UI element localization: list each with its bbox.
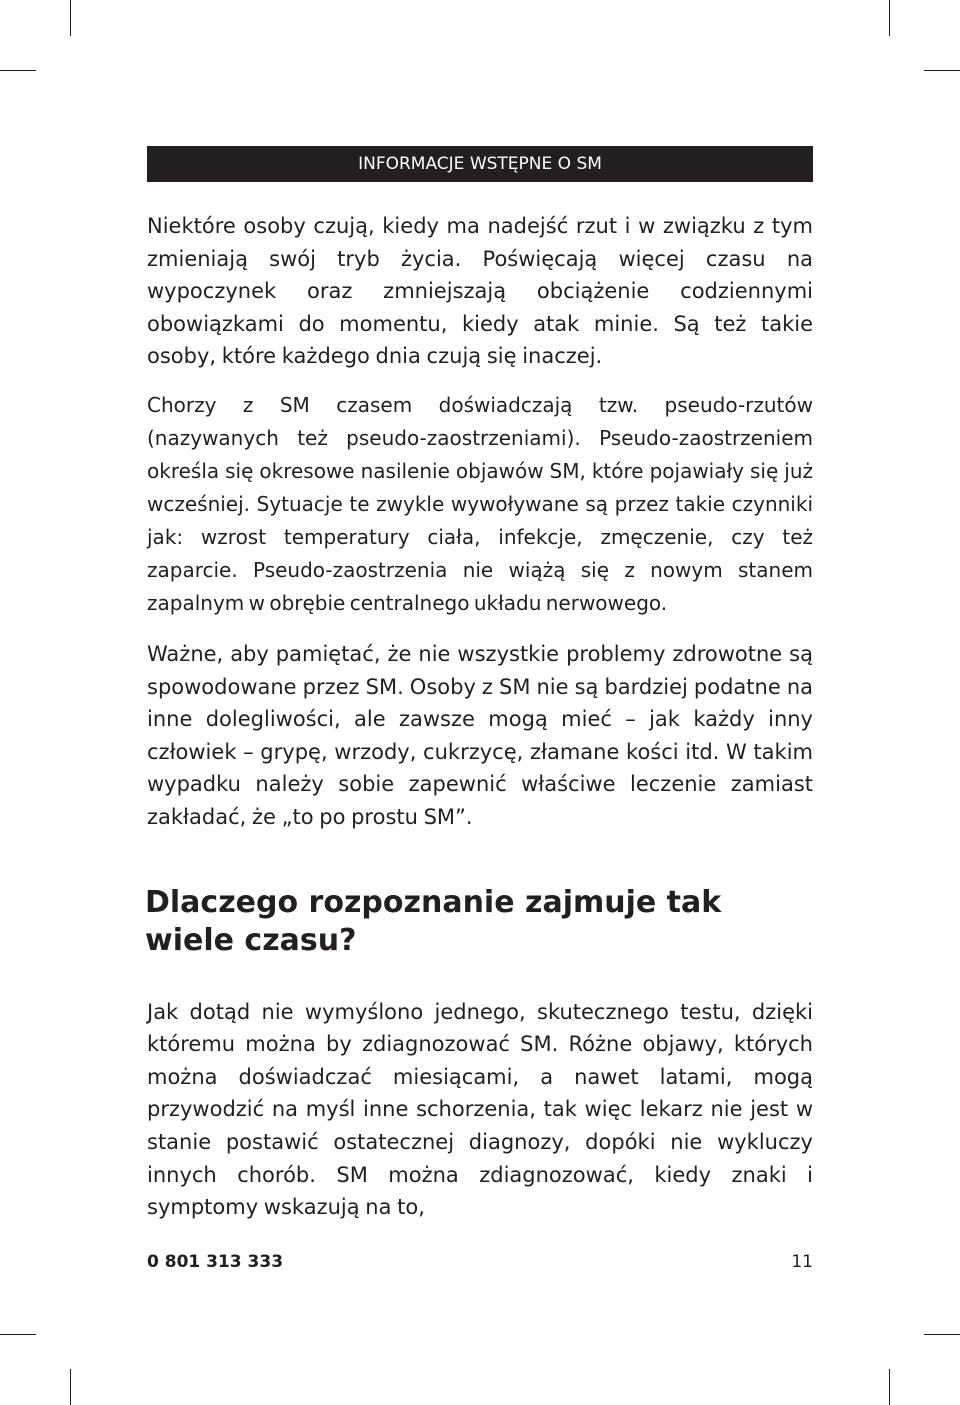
page-content xyxy=(147,210,813,1240)
paragraph-2: Chorzy z SM czasem doświadczają tzw. pseudo-rzutów (nazywanych też pseudo-zaostrzeniami). Pseudo-zaostrzeniem określa się okresowe nasilenie objawów SM, które pojawiały się już wcześniej. Sytuacje te zwykle wywoływane są przez takie czynniki jak: wzrost temperatury ciała, infekcje, zmęczenie, czy też zaparcie. Pseudo-zaostrzenia nie wiążą się z nowym stanem zapalnym w obrębie centralnego układu nerwowego. xyxy=(147,392,813,615)
crop-mark-left-top xyxy=(0,70,36,71)
page-footer xyxy=(147,1250,813,1274)
crop-mark-right-bottom xyxy=(924,1334,960,1335)
section-paragraph: Jak dotąd nie wymyślono jednego, skutecznego testu, dzięki któremu można by zdiagnozować SM. Różne objawy, których można doświadczać miesiącami, a nawet latami, mogą przywodzić na myśl inne schorzenia, tak więc lekarz nie jest w stanie postawić ostatecznej diagnozy, dopóki nie wykluczy innych chorób. SM można zdiagnozować, kiedy znaki i symptomy wskazują na to, xyxy=(147,999,813,1220)
section-heading: Dlaczego rozpoznanie zajmuje tak wiele czasu? xyxy=(145,884,722,958)
paragraph-1: Niektóre osoby czują, kiedy ma nadejść rzut i w związku z tym zmieniają swój tryb życia. Poświęcają więcej czasu na wypoczynek oraz zmniejszają obciążenie codziennymi obowiązkami do momentu, kiedy atak minie. Są też takie osoby, które każdego dnia czują się inaczej. xyxy=(147,214,813,369)
crop-mark-right-top xyxy=(924,70,960,71)
crop-mark-bottom-left xyxy=(70,1369,71,1405)
footer-phone: 0 801 313 333 xyxy=(147,1252,284,1272)
crop-mark-top-left xyxy=(70,0,71,36)
section-header-title: INFORMACJE WSTĘPNE O SM xyxy=(358,154,602,174)
section-header-bar xyxy=(147,146,813,182)
paragraph-3: Ważne, aby pamiętać, że nie wszystkie problemy zdrowotne są spowodowane przez SM. Osoby z SM nie są bardziej podatne na inne dolegliwości, ale zawsze mogą mieć – jak każdy inny człowiek – grypę, wrzody, cukrzycę, złamane kości itd. W takim wypadku należy sobie zapewnić właściwe leczenie zamiast zakładać, że „to po prostu SM”. xyxy=(147,641,813,829)
footer-page-number: 11 xyxy=(791,1252,813,1272)
crop-mark-bottom-right xyxy=(889,1369,890,1405)
crop-mark-left-bottom xyxy=(0,1334,36,1335)
crop-mark-top-right xyxy=(889,0,890,36)
